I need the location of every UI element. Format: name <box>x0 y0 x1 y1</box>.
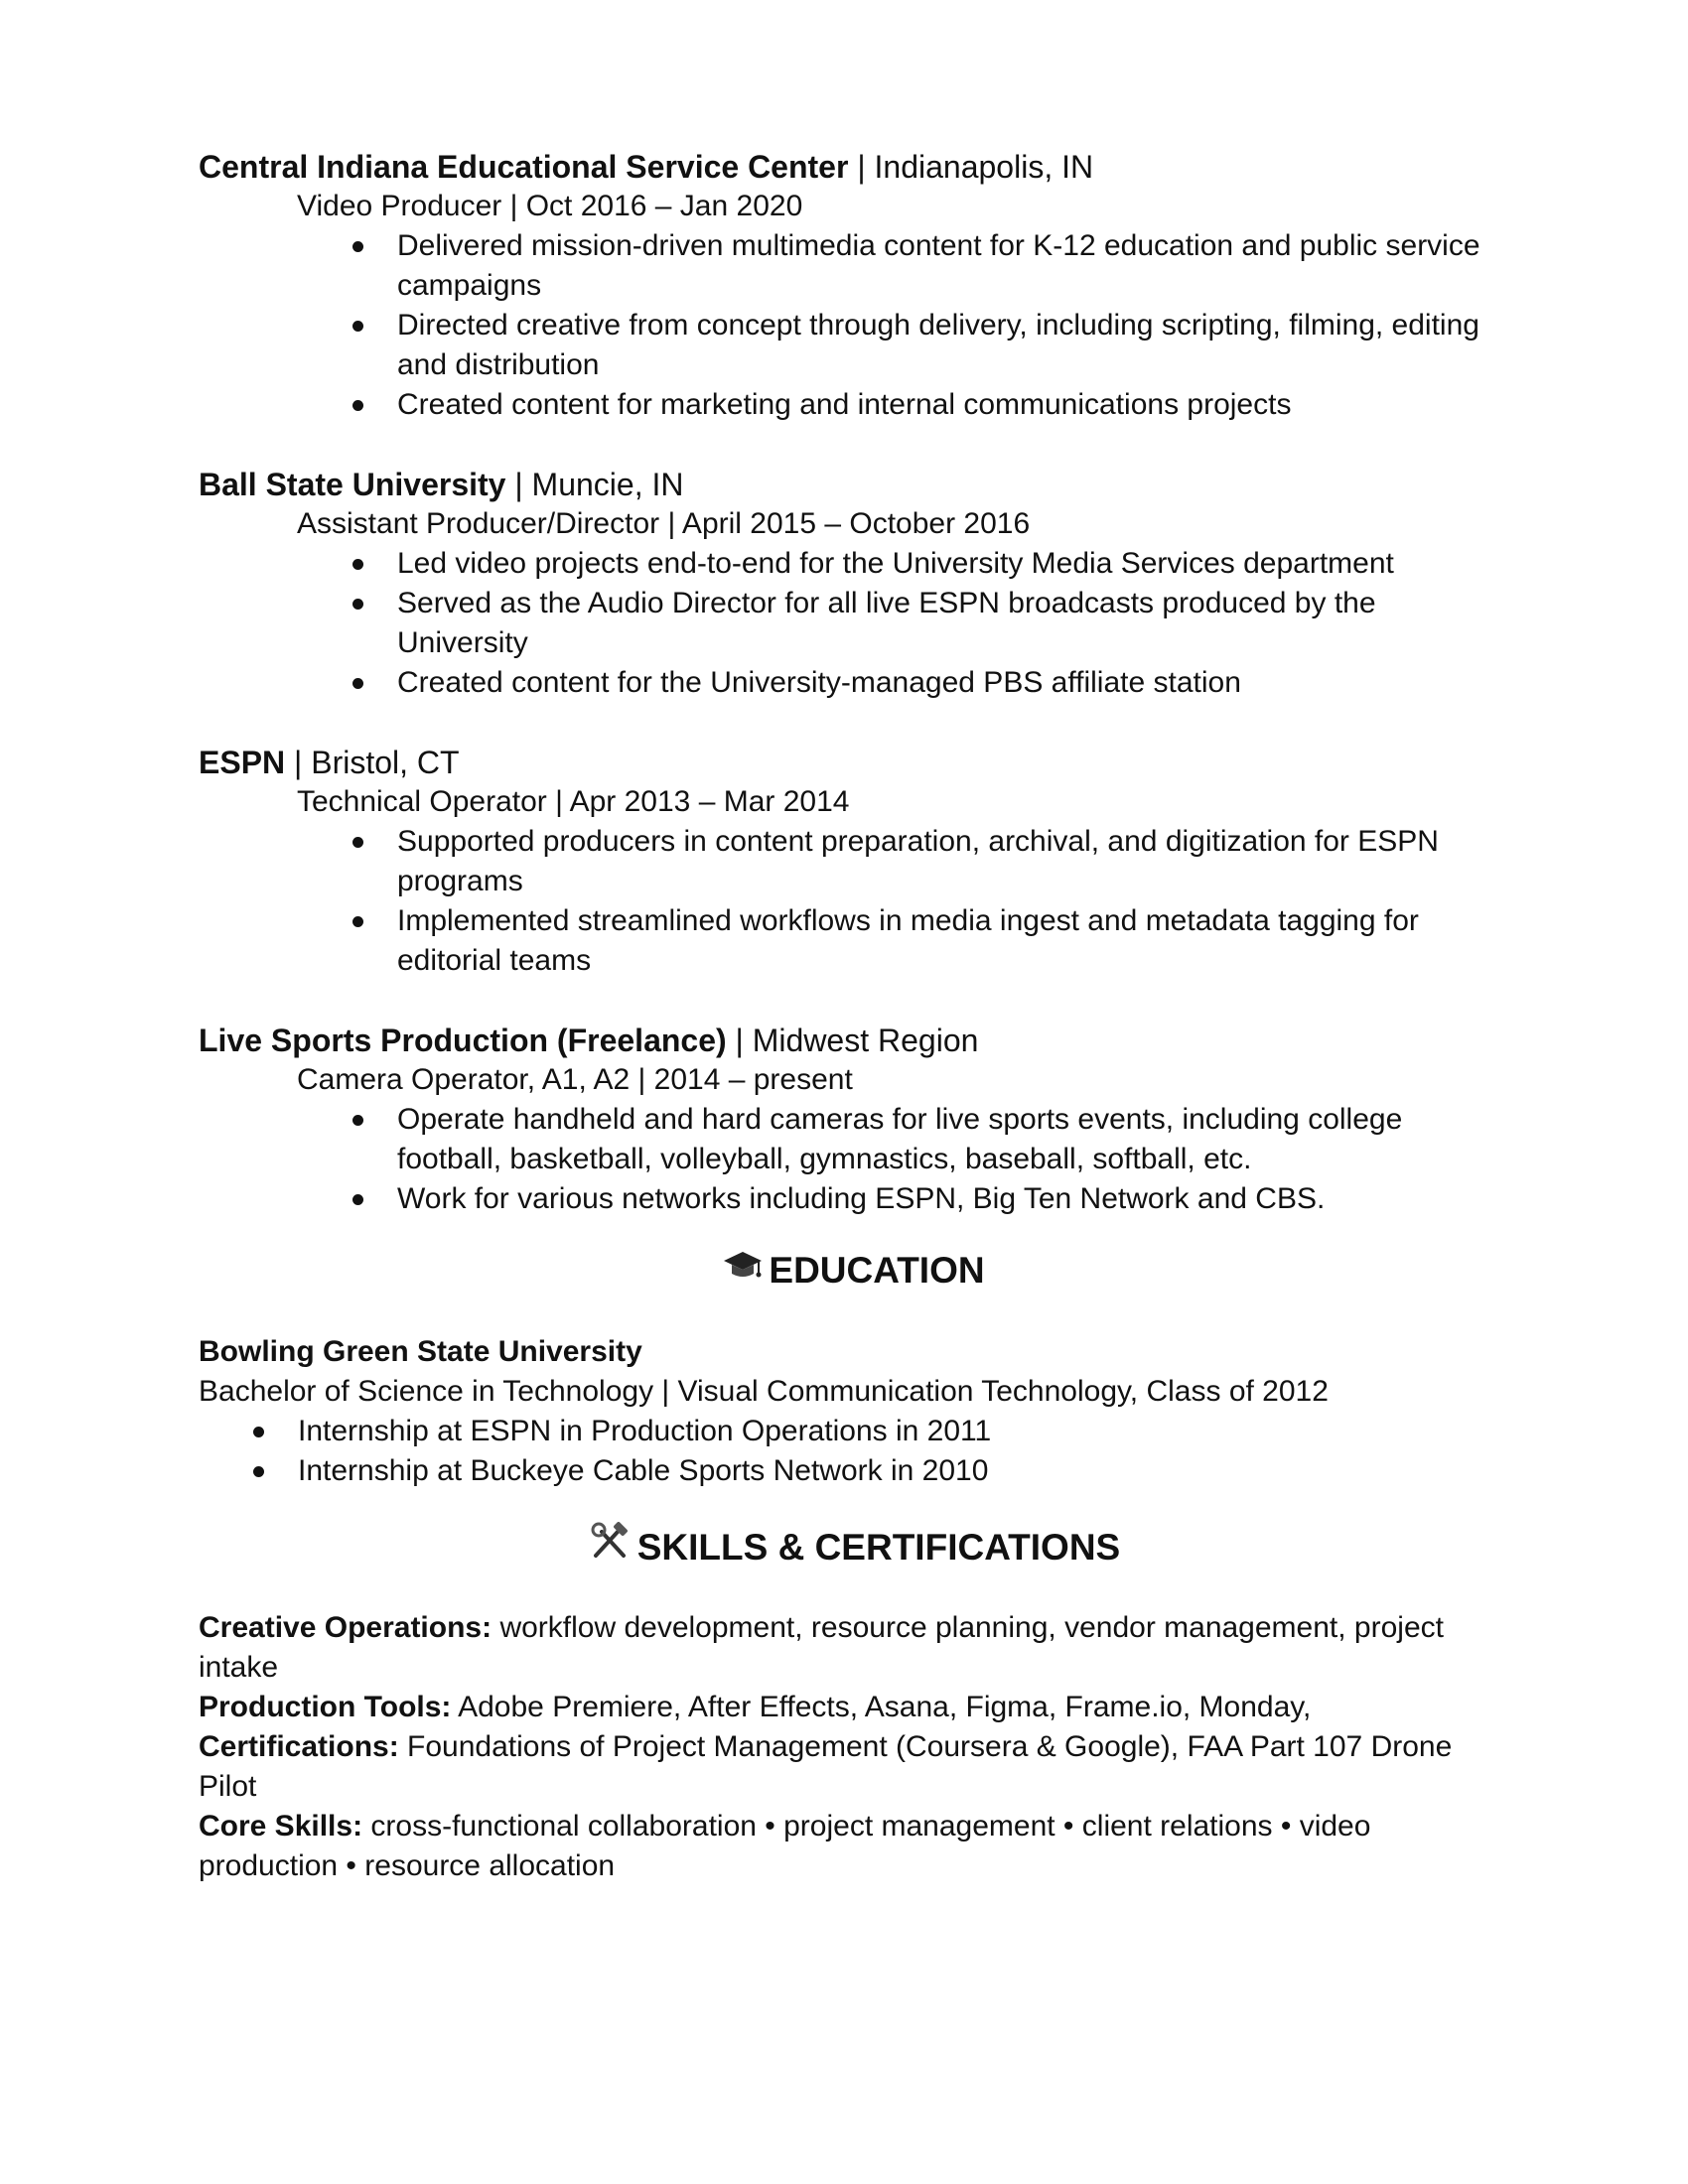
job-organization: Central Indiana Educational Service Center <box>199 149 849 185</box>
skill-label: Core Skills: <box>199 1810 363 1843</box>
bullet-item: Internship at ESPN in Production Operations in 2011 <box>248 1412 1509 1451</box>
education-heading <box>199 1249 1509 1295</box>
skills-heading <box>199 1525 1509 1574</box>
job-bullets <box>348 1100 1489 1219</box>
graduation-cap-icon <box>723 1248 763 1292</box>
bullet-item: Delivered mission-driven multimedia content for K-12 education and public service campaigns <box>348 226 1489 306</box>
skill-text: workflow development, resource planning, vendor management, project intake <box>199 1611 1444 1685</box>
job-role: Video Producer | Oct 2016 – Jan 2020 <box>297 190 803 222</box>
job-location: Indianapolis, IN <box>874 149 1094 185</box>
resume-page <box>199 147 1509 1886</box>
skills-section <box>199 1525 1509 1886</box>
job-role: Assistant Producer/Director | April 2015 – October 2016 <box>297 507 1031 540</box>
bullet-item: Directed creative from concept through delivery, including scripting, filming, editing and distribution <box>348 306 1489 385</box>
job-organization: Ball State University <box>199 467 506 502</box>
skill-label: Production Tools: <box>199 1691 452 1724</box>
bullet-item: Created content for the University-managed PBS affiliate station <box>348 663 1489 703</box>
job-heading: Central Indiana Educational Service Center | Indianapolis, IN <box>199 149 1094 185</box>
job-bullets <box>348 544 1489 703</box>
education-bullets <box>248 1412 1509 1491</box>
job-heading: Live Sports Production (Freelance) | Midwest Region <box>199 1023 979 1058</box>
school-name: Bowling Green State University <box>199 1335 642 1369</box>
bullet-item: Implemented streamlined workflows in media ingest and metadata tagging for editorial teams <box>348 901 1489 981</box>
skill-line <box>199 1727 1489 1807</box>
job-bullets <box>348 822 1489 981</box>
job-entry <box>199 1021 1509 1219</box>
bullet-item: Internship at Buckeye Cable Sports Network in 2010 <box>248 1451 1509 1491</box>
job-role: Technical Operator | Apr 2013 – Mar 2014 <box>297 785 850 818</box>
job-entry <box>199 743 1509 981</box>
skills-heading-text: SKILLS & CERTIFICATIONS <box>636 1527 1121 1568</box>
skill-text: Foundations of Project Management (Coursera & Google), FAA Part 107 Drone Pilot <box>199 1730 1453 1804</box>
job-entry <box>199 147 1509 425</box>
skill-line <box>199 1807 1489 1886</box>
skill-line <box>199 1608 1489 1688</box>
experience-section <box>199 147 1509 1219</box>
bullet-item: Led video projects end-to-end for the University Media Services department <box>348 544 1489 584</box>
skill-line <box>199 1688 1489 1727</box>
skill-label: Certifications: <box>199 1730 399 1764</box>
bullet-item: Supported producers in content preparation, archival, and digitization for ESPN programs <box>348 822 1489 901</box>
skill-label: Creative Operations: <box>199 1611 492 1645</box>
bullet-item: Operate handheld and hard cameras for live sports events, including college football, basketball, volleyball, gymnastics, baseball, softball, etc. <box>348 1100 1489 1179</box>
job-organization: Live Sports Production (Freelance) <box>199 1023 727 1058</box>
skill-text: cross-functional collaboration • project management • client relations • video production • resource allocation <box>199 1810 1371 1883</box>
education-heading-text: EDUCATION <box>769 1250 985 1291</box>
bullet-item: Work for various networks including ESPN, Big Ten Network and CBS. <box>348 1179 1489 1219</box>
job-organization: ESPN <box>199 745 286 780</box>
education-section <box>199 1249 1509 1491</box>
job-entry <box>199 465 1509 703</box>
tools-icon <box>588 1522 632 1571</box>
skill-text: Adobe Premiere, After Effects, Asana, Figma, Frame.io, Monday, <box>458 1691 1312 1724</box>
job-bullets <box>348 226 1489 425</box>
job-location: Bristol, CT <box>311 745 460 780</box>
bullet-item: Served as the Audio Director for all live ESPN broadcasts produced by the University <box>348 584 1489 663</box>
job-location: Muncie, IN <box>531 467 684 502</box>
job-role: Camera Operator, A1, A2 | 2014 – present <box>297 1063 853 1096</box>
bullet-item: Created content for marketing and internal communications projects <box>348 385 1489 425</box>
degree: Bachelor of Science in Technology | Visual Communication Technology, Class of 2012 <box>199 1375 1329 1409</box>
job-heading: ESPN | Bristol, CT <box>199 745 460 780</box>
job-location: Midwest Region <box>752 1023 979 1058</box>
job-heading: Ball State University | Muncie, IN <box>199 467 684 502</box>
